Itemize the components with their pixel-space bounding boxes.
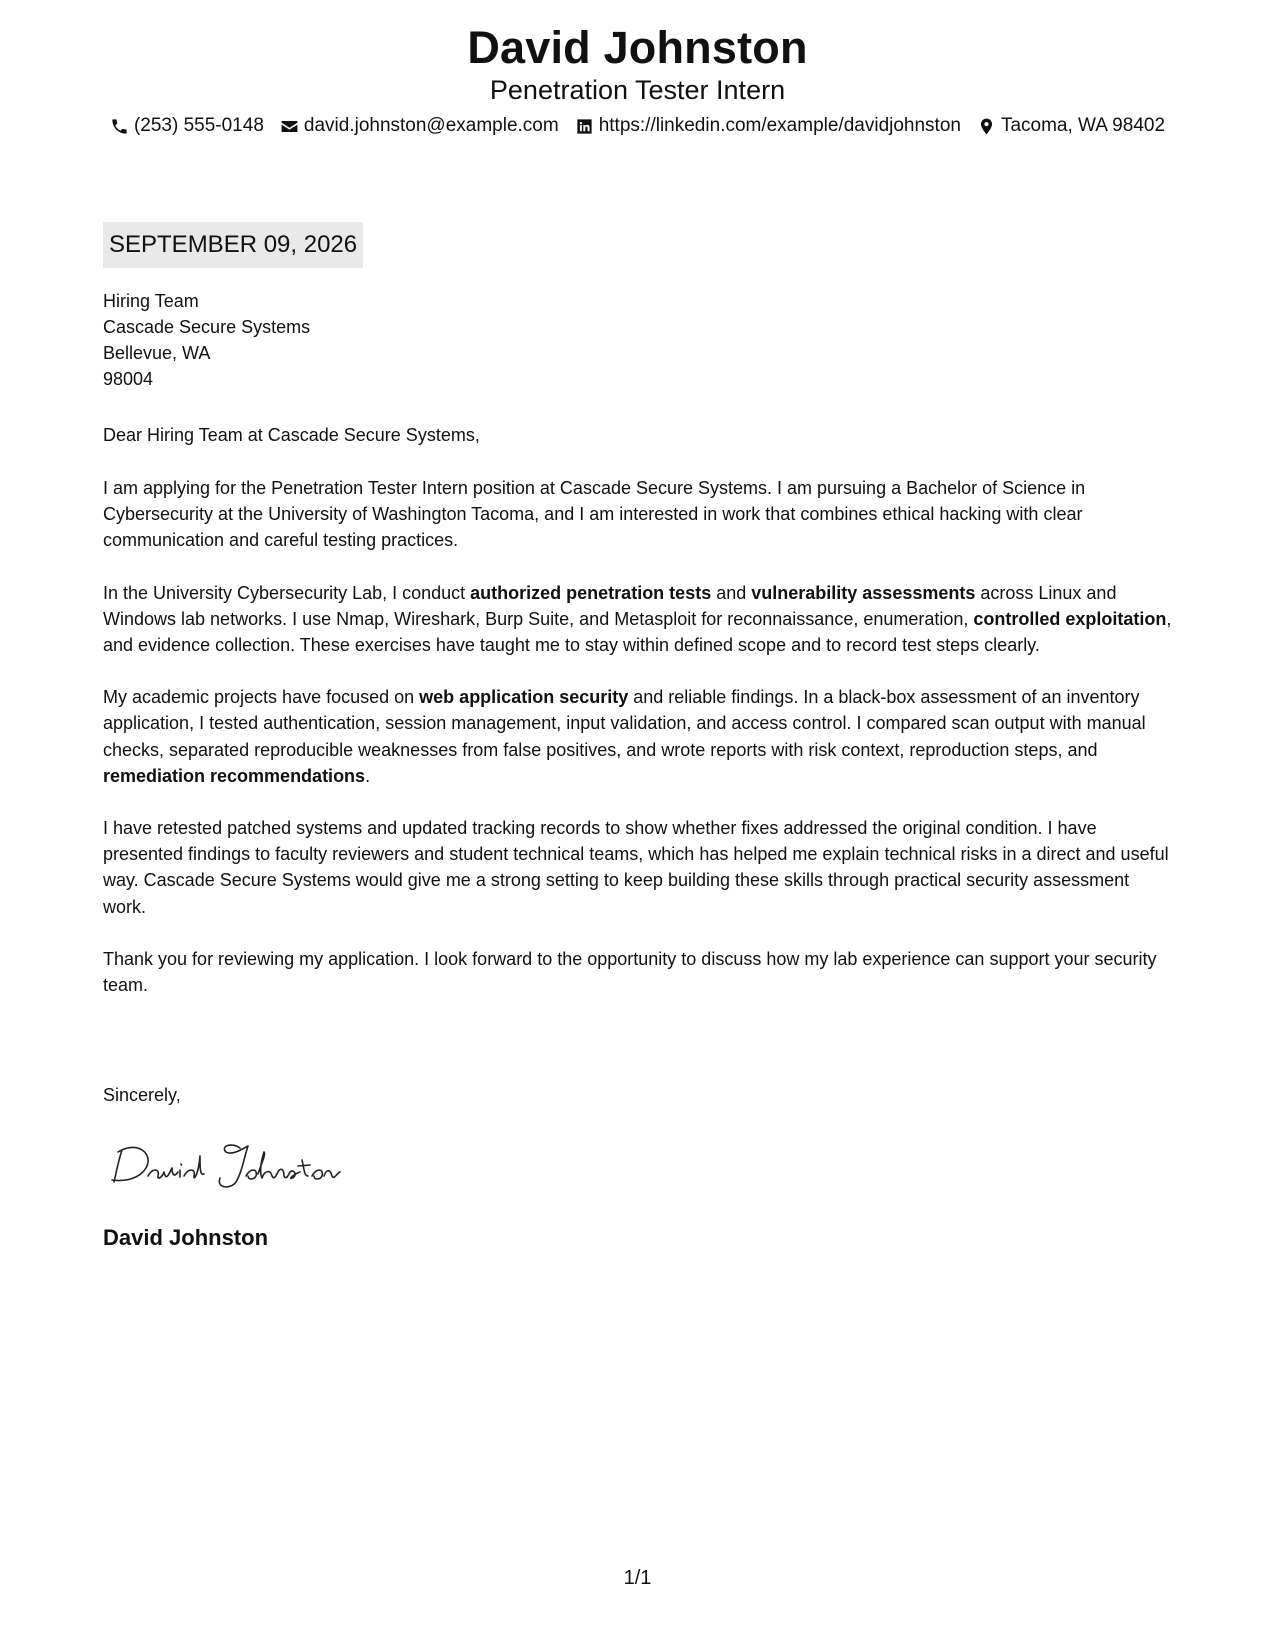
phone-number: (253) 555-0148: [133, 115, 264, 136]
envelope-icon: [280, 116, 300, 136]
contact-row: [0, 114, 1275, 138]
recipient-line: Bellevue, WA: [103, 343, 211, 363]
emphasis-text: remediation recommendations: [103, 765, 366, 786]
applicant-name: David Johnston: [467, 22, 808, 73]
paragraph-text: .: [365, 765, 371, 786]
contact-location: [977, 114, 1165, 138]
linkedin-icon: [575, 116, 595, 136]
location-pin-icon: [977, 116, 997, 136]
recipient-line: Cascade Secure Systems: [103, 317, 311, 337]
letter-date: SEPTEMBER 09, 2026: [103, 222, 363, 268]
contact-phone: [110, 114, 264, 138]
letter-header: [0, 22, 1275, 138]
body-paragraph: Thank you for reviewing my application. I look forward to the opportunity to discuss how my lab experience can support your security team.: [103, 948, 1157, 996]
location-text: Tacoma, WA 98402: [1000, 115, 1166, 136]
page-number: 1/1: [623, 1567, 652, 1589]
paragraph-text: My academic projects have focused on: [103, 687, 420, 708]
paragraph-text: , and evidence collection. These exercises have taught me to stay within defined scope and to record test steps clearly.: [103, 608, 1172, 656]
body-paragraph: [103, 684, 1175, 789]
recipient-line: Hiring Team: [103, 291, 199, 311]
paragraph-text: across Linux and Windows lab networks. I use Nmap, Wireshark, Burp Suite, and Metasploit for reconnaissance, enumeration,: [103, 582, 1117, 629]
emphasis-text: controlled exploitation: [973, 608, 1167, 629]
emphasis-text: vulnerability assessments: [751, 582, 976, 603]
handwritten-signature: [108, 1132, 358, 1192]
recipient-block: [103, 288, 310, 392]
closing: Sincerely,: [103, 1085, 181, 1105]
signer-name: David Johnston: [103, 1225, 269, 1250]
body-paragraph: I am applying for the Penetration Tester Intern position at Cascade Secure Systems. I am pursuing a Bachelor of Science in Cybersecurity at the University of Washington Tacoma, and I am interested in work that combines ethical hacking with clear communication and careful testing practices.: [103, 478, 1086, 551]
linkedin-url[interactable]: https://linkedin.com/example/davidjohnston: [598, 115, 961, 136]
paragraph-text: and: [711, 582, 752, 603]
body-paragraph: I have retested patched systems and updated tracking records to show whether fixes addressed the original condition. I have presented findings to faculty reviewers and student technical teams, which has helped me explain technical risks in a direct and useful way. Cascade Secure Systems would give me a strong setting to keep building these skills through practical security assessment work.: [103, 818, 1169, 917]
emphasis-text: web application security: [419, 687, 629, 708]
phone-icon: [110, 116, 130, 136]
body-paragraph: [103, 580, 1175, 659]
emphasis-text: authorized penetration tests: [470, 582, 712, 603]
salutation: Dear Hiring Team at Cascade Secure Systems,: [103, 425, 480, 445]
contact-email[interactable]: [280, 114, 559, 138]
paragraph-text: and reliable findings. In a black-box assessment of an inventory application, I tested authentication, session management, input validation, and access control. I compared scan output with manual checks, separated reproducible weaknesses from false positives, and wrote reports with risk context, reproduction steps, and: [103, 687, 1146, 760]
contact-linkedin[interactable]: [575, 114, 961, 138]
job-title: Penetration Tester Intern: [489, 75, 786, 105]
recipient-line: 98004: [103, 369, 154, 389]
letter-body: [103, 475, 1175, 1024]
email-address[interactable]: david.johnston@example.com: [303, 115, 559, 136]
paragraph-text: In the University Cybersecurity Lab, I conduct: [103, 582, 471, 603]
